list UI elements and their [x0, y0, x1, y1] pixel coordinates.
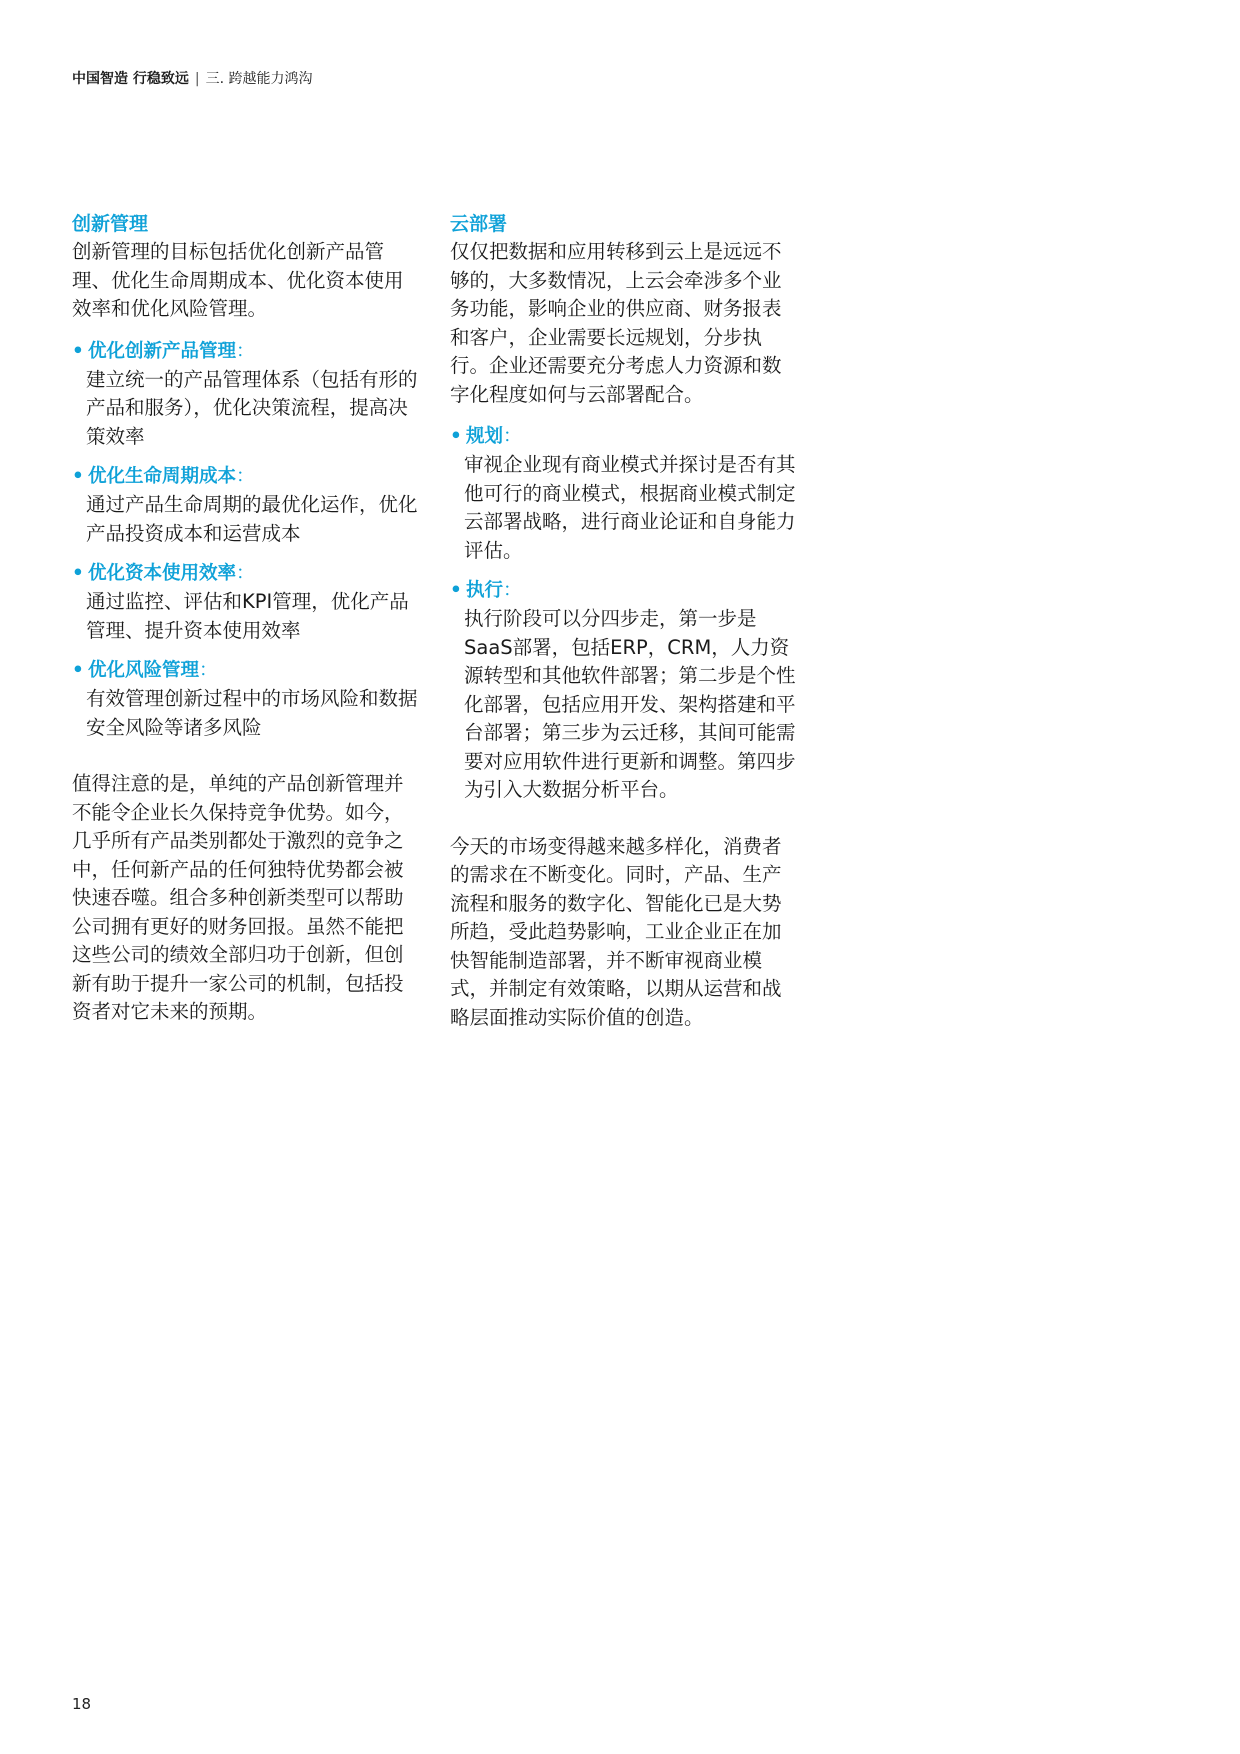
- innovation-closing-paragraph: 值得注意的是，单纯的产品创新管理并不能令企业长久保持竞争优势。如今，几乎所有产品类别都处于激烈的竞争之中，任何新产品的任何独特优势都会被快速吞噬。组合多种创新类型可以帮助公司拥有更好的财务回报。虽然不能把这些公司的绩效全部归功于创新，但创新有助于提升一家公司的机制，包括投资者对它未来的预期。: [72, 772, 404, 1023]
- bullet-icon: •: [72, 563, 84, 584]
- list-item: [450, 577, 798, 805]
- list-item-body: 有效管理创新过程中的市场风险和数据安全风险等诸多风险: [86, 687, 418, 739]
- left-column: [72, 210, 418, 1027]
- section-title: 三. 跨越能力鸿沟: [205, 71, 313, 87]
- list-item-body: 建立统一的产品管理体系（包括有形的产品和服务），优化决策流程，提高决策效率: [86, 367, 418, 448]
- right-column: [450, 210, 798, 1032]
- running-header: [72, 70, 313, 88]
- page-number: 18: [72, 1695, 92, 1713]
- list-item: [72, 463, 418, 548]
- bullet-icon: •: [450, 580, 462, 601]
- cloud-closing-paragraph: 今天的市场变得越来越多样化，消费者的需求在不断变化。同时，产品、生产流程和服务的数字化、智能化已是大势所趋，受此趋势影响，工业企业正在加快智能制造部署，并不断审视商业模式，并制定有效策略，以期从运营和战略层面推动实际价值的创造。: [450, 834, 782, 1029]
- list-item-colon: ：: [236, 466, 255, 487]
- list-item-title: 优化创新产品管理: [88, 340, 237, 362]
- list-item-colon: ：: [503, 426, 522, 447]
- list-item-title: 优化生命周期成本: [88, 466, 237, 487]
- innovation-intro-paragraph: 创新管理的目标包括优化创新产品管理、优化生命周期成本、优化资本使用效率和优化风险管理。: [72, 240, 404, 320]
- list-item: [72, 560, 418, 645]
- list-item-colon: ：: [503, 580, 522, 601]
- header-separator: |: [194, 71, 200, 87]
- document-title: 中国智造 行稳致远: [72, 71, 189, 87]
- list-item-title: 规划: [466, 426, 504, 447]
- list-item-body: 执行阶段可以分四步走，第一步是SaaS部署，包括ERP，CRM，人力资源转型和其他软件部署；第二步是个性化部署，包括应用开发、架构搭建和平台部署；第三步为云迁移，其间可能需要对应用软件进行更新和调整。第四步为引入大数据分析平台。: [464, 607, 796, 801]
- list-item: [72, 657, 418, 742]
- cloud-intro-paragraph: 仅仅把数据和应用转移到云上是远远不够的，大多数情况，上云会牵涉多个业务功能，影响企业的供应商、财务报表和客户，企业需要长远规划，分步执行。企业还需要充分考虑人力资源和数字化程度如何与云部署配合。: [450, 240, 782, 406]
- list-item-heading: [72, 657, 418, 685]
- list-item-heading: [72, 560, 418, 588]
- list-item: [72, 338, 418, 452]
- cloud-bullet-list: [450, 423, 798, 805]
- innovation-management-heading: 创新管理: [72, 213, 149, 235]
- bullet-icon: •: [72, 340, 84, 362]
- list-item-title: 优化资本使用效率: [88, 563, 237, 584]
- list-item-heading: [450, 577, 798, 605]
- bullet-icon: •: [450, 426, 462, 447]
- list-item-colon: ：: [199, 660, 218, 681]
- list-item-colon: ：: [236, 563, 255, 584]
- list-item-heading: [72, 463, 418, 491]
- list-item-body: 审视企业现有商业模式并探讨是否有其他可行的商业模式，根据商业模式制定云部署战略，进行商业论证和自身能力评估。: [464, 453, 796, 562]
- innovation-bullet-list: [72, 338, 418, 743]
- cloud-deployment-heading: 云部署: [450, 213, 508, 235]
- list-item-heading: [72, 338, 418, 366]
- list-item-title: 执行: [466, 580, 504, 601]
- bullet-icon: •: [72, 466, 84, 487]
- list-item-heading: [450, 423, 798, 451]
- list-item-body: 通过监控、评估和KPI管理，优化产品管理、提升资本使用效率: [86, 590, 409, 642]
- list-item-body: 通过产品生命周期的最优化运作，优化产品投资成本和运营成本: [86, 493, 418, 545]
- bullet-icon: •: [72, 660, 84, 681]
- list-item-colon: ：: [236, 340, 255, 362]
- list-item-title: 优化风险管理: [88, 660, 200, 681]
- list-item: [450, 423, 798, 565]
